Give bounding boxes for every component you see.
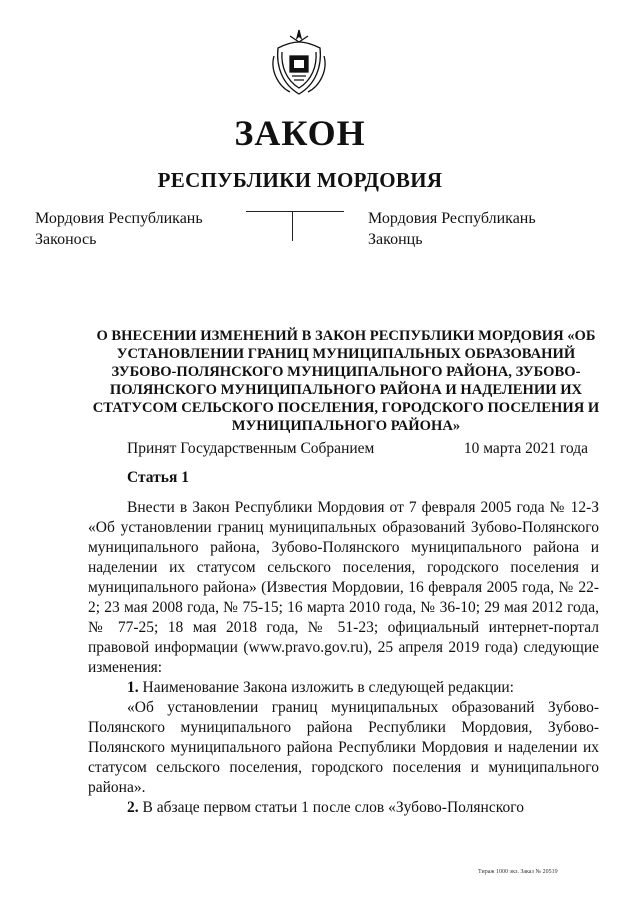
body-paragraph-quote: «Об установлении границ муниципальных образований Зубово-Полянского муниципального района Республики Мордовия, Зубово-Полянского муниципального района Республики Мордовия и наделении их статусом сельского поселения, городского поселения и муниципального района». (88, 699, 599, 796)
body-item-1 (88, 678, 599, 698)
item-1-text: Наименование Закона изложить в следующей редакции: (138, 679, 514, 696)
item-2-number: 2. (127, 799, 139, 816)
left-caption-line2: Законось (35, 231, 97, 248)
left-caption (35, 208, 203, 250)
coat-of-arms-emblem (268, 26, 330, 98)
right-caption (368, 208, 536, 250)
item-2-text: В абзаце первом статьи 1 после слов «Зубово-Полянского (138, 799, 524, 816)
adoption-date: 10 марта 2021 года (463, 440, 588, 457)
adoption-label: Принят Государственным Собранием (127, 440, 375, 457)
document-body (88, 498, 599, 818)
body-item-2 (88, 798, 599, 818)
item-1-number: 1. (127, 679, 139, 696)
law-title: ЗАКОН (234, 113, 366, 153)
right-caption-line1: Мордовия Республикань (368, 210, 536, 227)
body-paragraph-intro: Внести в Закон Республики Мордовия от 7 февраля 2005 года № 12-З «Об установлении границ муниципальных образований Зубово-Полянского муниципального района, Зубово-Полянского муниципального района и наделении их статусом сельского поселения, городского поселения и муниципального района» (Известия Мордовии, 16 февраля 2005 года, № 22-2; 23 мая 2008 года, № 75-15; 16 марта 2010 года, № 36-10; 29 мая 2012 года, № 77-25; 18 мая 2018 года, № 51-23; официальный интернет-портал правовой информации (www.pravo.gov.ru), 25 апреля 2019 года) следующие изменения: (88, 499, 599, 676)
left-caption-line1: Мордовия Республикань (35, 210, 203, 227)
header-divider-horizontal (246, 211, 344, 212)
right-caption-line2: Законць (368, 231, 423, 248)
article-heading: Статья 1 (127, 469, 189, 486)
law-subtitle: РЕСПУБЛИКИ МОРДОВИЯ (157, 168, 443, 192)
header-divider-vertical (292, 211, 293, 241)
print-run-note: Тираж 1000 экз. Заказ № 20519 (478, 869, 558, 875)
document-heading: О ВНЕСЕНИИ ИЗМЕНЕНИЙ В ЗАКОН РЕСПУБЛИКИ МОРДОВИЯ «ОБ УСТАНОВЛЕНИИ ГРАНИЦ МУНИЦИПАЛЬНЫХ ОБРАЗОВАНИЙ ЗУБОВО-ПОЛЯНСКОГО МУНИЦИПАЛЬНОГО РАЙОНА, ЗУБОВО-ПОЛЯНСКОГО МУНИЦИПАЛЬНОГО РАЙОНА И НАДЕЛЕНИИ ИХ СТАТУСОМ СЕЛЬСКОГО ПОСЕЛЕНИЯ, ГОРОДСКОГО ПОСЕЛЕНИЯ И МУНИЦИПАЛЬНОГО РАЙОНА» (92, 328, 600, 434)
